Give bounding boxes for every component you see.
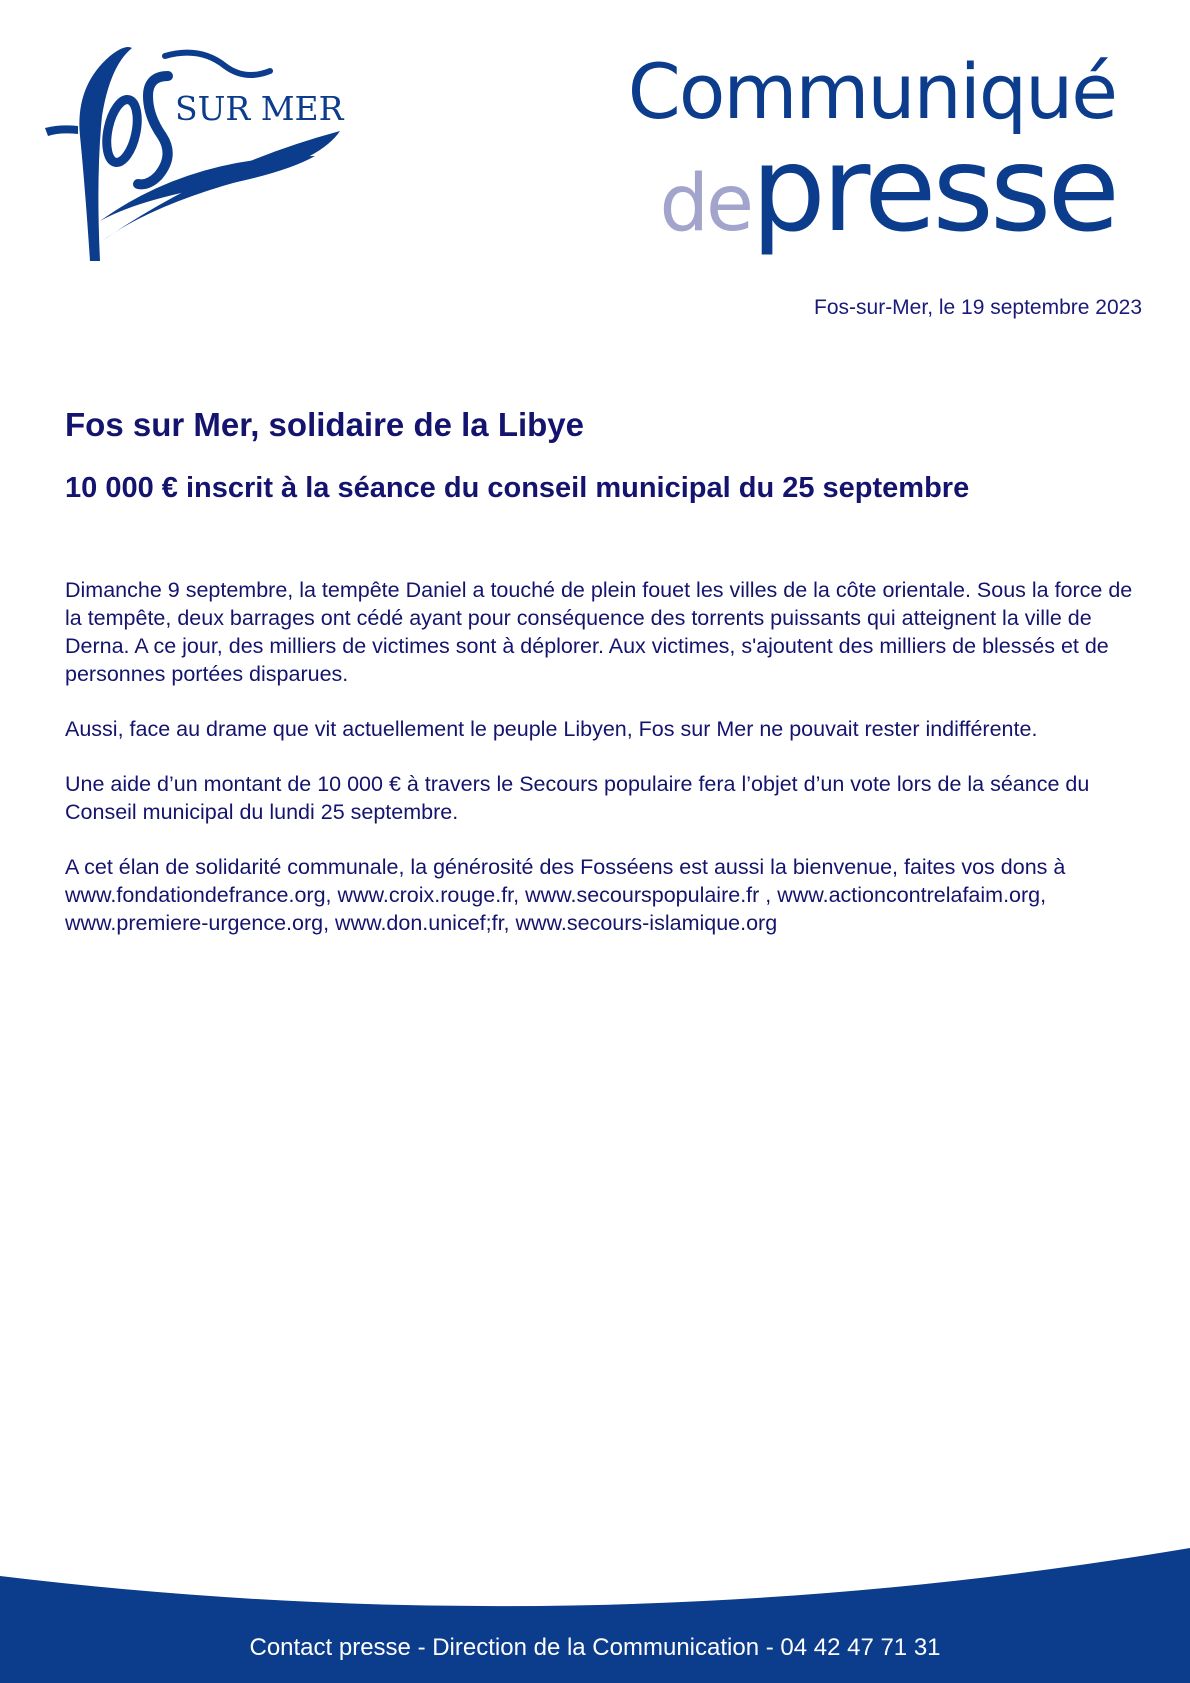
communique-de-presse-heading [627,47,1116,258]
masthead-de-presse [659,120,1116,291]
paragraph-storm: Dimanche 9 septembre, la tempête Daniel a touché de plein fouet les villes de la côte orientale. Sous la force de la tempête, deux barrages ont cédé ayant pour conséquence des torrents puissants qui atteignent la ville de Derna. A ce jour, des milliers de victimes sont à déplorer. Aux victimes, s'ajoutent des milliers de blessés et de personnes portées disparues. [65,578,1133,686]
press-release-title: Fos sur Mer, solidaire de la Libye [65,406,585,443]
paragraph-aid-vote: Une aide d’un montant de 10 000 € à travers le Secours populaire fera l’objet d’un vote lors de la séance du Conseil municipal du lundi 25 septembre. [65,772,1090,824]
masthead-communique: Communiqué [627,47,1116,136]
date-line: Fos-sur-Mer, le 19 septembre 2023 [814,296,1142,319]
press-release-subtitle: 10 000 € inscrit à la séance du conseil municipal du 25 septembre [65,472,970,504]
footer-wave-shape [0,1548,1190,1683]
footer-band [0,1548,1190,1683]
press-release-body [65,576,1135,964]
fos-sur-mer-logo [40,36,350,266]
fos-logo-icon [40,36,350,266]
paragraph-donations: A cet élan de solidarité communale, la générosité des Fosséens est aussi la bienvenue, faites vos dons à www.fondationdefrance.org, www.croix.rouge.fr, www.secourspopulaire.fr , www.actioncontrelafaim.org, www.premiere-urgence.org, www.don.unicef;fr, www.secours-islamique.org [65,855,1066,935]
footer-contact: Contact presse - Direction de la Communication - 04 42 47 71 31 [249,1634,941,1661]
masthead-de: de [659,159,752,249]
paragraph-solidarity: Aussi, face au drame que vit actuellement le peuple Libyen, Fos sur Mer ne pouvait rester indifférente. [65,717,1038,741]
svg-text:SUR MER: SUR MER [175,89,344,128]
masthead-presse: presse [751,120,1116,258]
